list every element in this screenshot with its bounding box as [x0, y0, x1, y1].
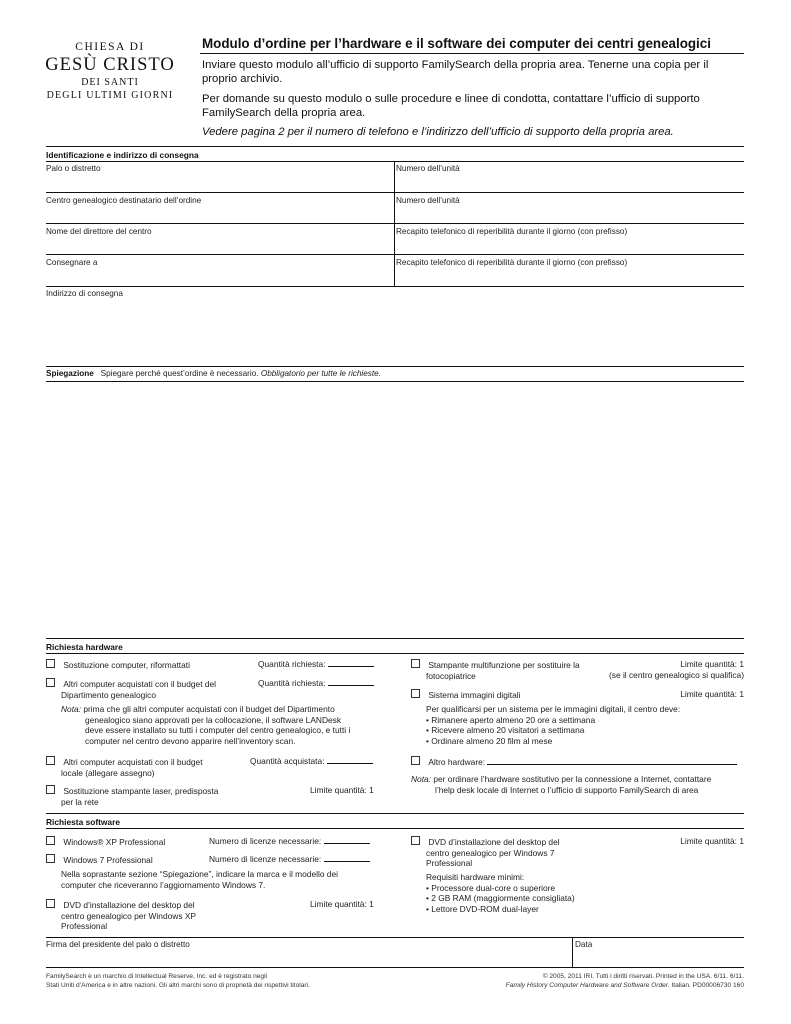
- hardware-item-laser-printer: Sostituzione stampante laser, predisposta per la rete: [46, 785, 218, 807]
- checkbox[interactable]: [411, 836, 420, 845]
- logo-line-2: GESÙ CRISTO: [45, 55, 175, 75]
- licenses-needed-1: Numero di licenze necessarie:: [209, 836, 370, 847]
- quantity-limit: Limite quantità: 1: [310, 899, 374, 909]
- checkbox[interactable]: [46, 836, 55, 845]
- row-divider: [46, 192, 744, 193]
- software-item-win7-install-dvd: DVD d’installazione del desktop del centro genealogico per Windows 7 Professional: [411, 836, 560, 869]
- licenses-needed-2: Numero di licenze necessarie:: [209, 854, 370, 865]
- copyright-notice: © 2005, 2011 IRI. Tutti i diritti riservati. Printed in the USA. 6/11. 6/11. Family History Computer Hardware and Software Order. Italian. PD00006730 160: [505, 973, 744, 989]
- hardware-landesk-note: Nota: prima che gli altri computer acquistati con il budget del Dipartimento genealogico siano approvati per la collocazione, il software LANDesk deve essere installato su tutti i computer del centro genealogico, e tutti i computer nel centro devono apparire nell’inventory scan.: [61, 704, 351, 746]
- other-hardware-input[interactable]: [487, 764, 737, 765]
- checkbox[interactable]: [46, 854, 55, 863]
- form-title: Modulo d’ordine per l’hardware e il software dei computer dei centri genealogici: [202, 36, 711, 51]
- hardware-item-multifunction-printer: Stampante multifunzione per sostituire la fotocopiatrice: [411, 659, 580, 681]
- software-item-windows-xp: Windows® XP Professional: [46, 836, 165, 848]
- deliver-to-field[interactable]: Consegnare a: [46, 258, 98, 267]
- director-name-field[interactable]: Nome del direttore del centro: [46, 227, 152, 236]
- checkbox[interactable]: [46, 659, 55, 668]
- quantity-limit: Limite quantità: 1: [680, 836, 744, 846]
- logo-line-4: DEGLI ULTIMI GIORNI: [46, 90, 174, 101]
- checkbox[interactable]: [46, 756, 55, 765]
- stake-field[interactable]: Palo o distretto: [46, 164, 101, 173]
- unit-number-field-2[interactable]: Numero dell’unità: [396, 196, 460, 205]
- hardware-item-digital-imaging: Sistema immagini digitali: [411, 689, 521, 701]
- checkbox[interactable]: [411, 659, 420, 668]
- hardware-item-other: Altro hardware:: [411, 756, 737, 768]
- hardware-heading: Richiesta hardware: [46, 642, 123, 652]
- hardware-item-other-computers-dept: Altri computer acquistati con il budget del Dipartimento genealogico: [46, 678, 216, 700]
- quantity-limit: Limite quantità: 1: [680, 689, 744, 699]
- software-item-xp-install-dvd: DVD d’installazione del desktop del centro genealogico per Windows XP Professional: [46, 899, 196, 932]
- quantity-input[interactable]: [328, 666, 374, 667]
- family-history-center-field[interactable]: Centro genealogico destinatario dell’ordine: [46, 196, 202, 205]
- software-item-windows-7: Windows 7 Professional: [46, 854, 153, 866]
- explanation-heading: Spiegazione: [46, 369, 94, 378]
- president-signature-field[interactable]: Firma del presidente del palo o distretto: [46, 940, 190, 949]
- explanation-instructions: Spiegare perché quest’ordine è necessario.: [100, 369, 259, 378]
- daytime-phone-field-2[interactable]: Recapito telefonico di reperibilità durante il giorno (con prefisso): [396, 258, 628, 267]
- row-divider: [46, 254, 744, 255]
- digital-imaging-requirements: Per qualificarsi per un sistema per le immagini digitali, il centro deve: • Rimanere aperto almeno 20 ore a settimana • Ricevere almeno 20 visitatori a settimana • Ordinare almeno 20 film al mese: [426, 704, 681, 746]
- identification-heading: Identificazione e indirizzo di consegna: [46, 150, 199, 160]
- quantity-input[interactable]: [327, 763, 373, 764]
- quantity-limit: Limite quantità: 1: [310, 785, 374, 795]
- row-divider: [46, 653, 744, 654]
- logo-line-3: DEI SANTI: [81, 77, 139, 88]
- column-divider: [572, 937, 573, 967]
- hardware-item-local-budget-computers: Altri computer acquistati con il budget locale (allegare assegno): [46, 756, 203, 778]
- quantity-input[interactable]: [328, 685, 374, 686]
- quantity-requested-1: Quantità richiesta:: [258, 659, 374, 670]
- hardware-item-replacement-computers: Sostituzione computer, riformattati: [46, 659, 386, 671]
- row-divider: [46, 937, 744, 938]
- internet-hardware-note: Nota: per ordinare l’hardware sostitutivo per la connessione a Internet, contattare l’help desk locale di Internet o l’ufficio di supporto FamilySearch di area: [411, 774, 712, 795]
- explanation-required-note: Obbligatorio per tutte le richieste.: [260, 369, 381, 378]
- checkbox[interactable]: [46, 785, 55, 794]
- windows-7-note: Nella soprastante sezione “Spiegazione”, indicare la marca e il modello dei computer che riceveranno l’aggiornamento Windows 7.: [61, 869, 338, 890]
- row-divider: [46, 828, 744, 829]
- daytime-phone-field-1[interactable]: Recapito telefonico di reperibilità durante il giorno (con prefisso): [396, 227, 628, 236]
- row-divider: [46, 161, 744, 162]
- checkbox[interactable]: [46, 899, 55, 908]
- intro-paragraph-3: Vedere pagina 2 per il numero di telefono e l’indirizzo dell’ufficio di supporto della propria area.: [202, 126, 674, 138]
- section-divider: [46, 366, 744, 367]
- explanation-field[interactable]: [46, 369, 381, 378]
- quantity-purchased: Quantità acquistata:: [250, 756, 373, 767]
- checkbox[interactable]: [411, 689, 420, 698]
- delivery-address-field[interactable]: Indirizzo di consegna: [46, 289, 123, 298]
- row-divider: [46, 286, 744, 287]
- trademark-notice: FamilySearch è un marchio di Intellectual Reserve, Inc. ed è registrato negli Stati Uniti d’America e in altre nazioni. Gli altri marchi sono di proprietà dei rispettivi titolari.: [46, 973, 310, 989]
- checkbox[interactable]: [46, 678, 55, 687]
- licenses-input[interactable]: [324, 861, 370, 862]
- section-divider: [46, 638, 744, 639]
- software-heading: Richiesta software: [46, 817, 121, 827]
- licenses-input[interactable]: [324, 843, 370, 844]
- row-divider: [46, 223, 744, 224]
- row-divider: [46, 967, 744, 968]
- section-divider: [46, 146, 744, 147]
- minimum-hardware-requirements: Requisiti hardware minimi: • Processore dual-core o superiore • 2 GB RAM (maggiormente consigliata) • Lettore DVD-ROM dual-layer: [426, 872, 575, 914]
- quantity-limit: Limite quantità: 1: [680, 659, 744, 669]
- checkbox[interactable]: [411, 756, 420, 765]
- date-field[interactable]: Data: [575, 940, 593, 949]
- section-divider: [46, 813, 744, 814]
- qualification-note: (se il centro genealogico si qualifica): [608, 670, 744, 680]
- church-logo: [30, 40, 190, 102]
- unit-number-field-1[interactable]: Numero dell’unità: [396, 164, 460, 173]
- row-divider: [46, 381, 744, 382]
- logo-line-1: CHIESA DI: [75, 41, 145, 53]
- intro-paragraph-2: Per domande su questo modulo o sulle procedure e linee di condotta, contattare l’ufficio di supporto FamilySearch della propria area.: [202, 93, 700, 119]
- quantity-requested-2: Quantità richiesta:: [258, 678, 374, 689]
- intro-paragraph-1: Inviare questo modulo all’ufficio di supporto FamilySearch della propria area. Tenerne una copia per il proprio archivio.: [202, 59, 709, 85]
- title-divider: [200, 53, 744, 54]
